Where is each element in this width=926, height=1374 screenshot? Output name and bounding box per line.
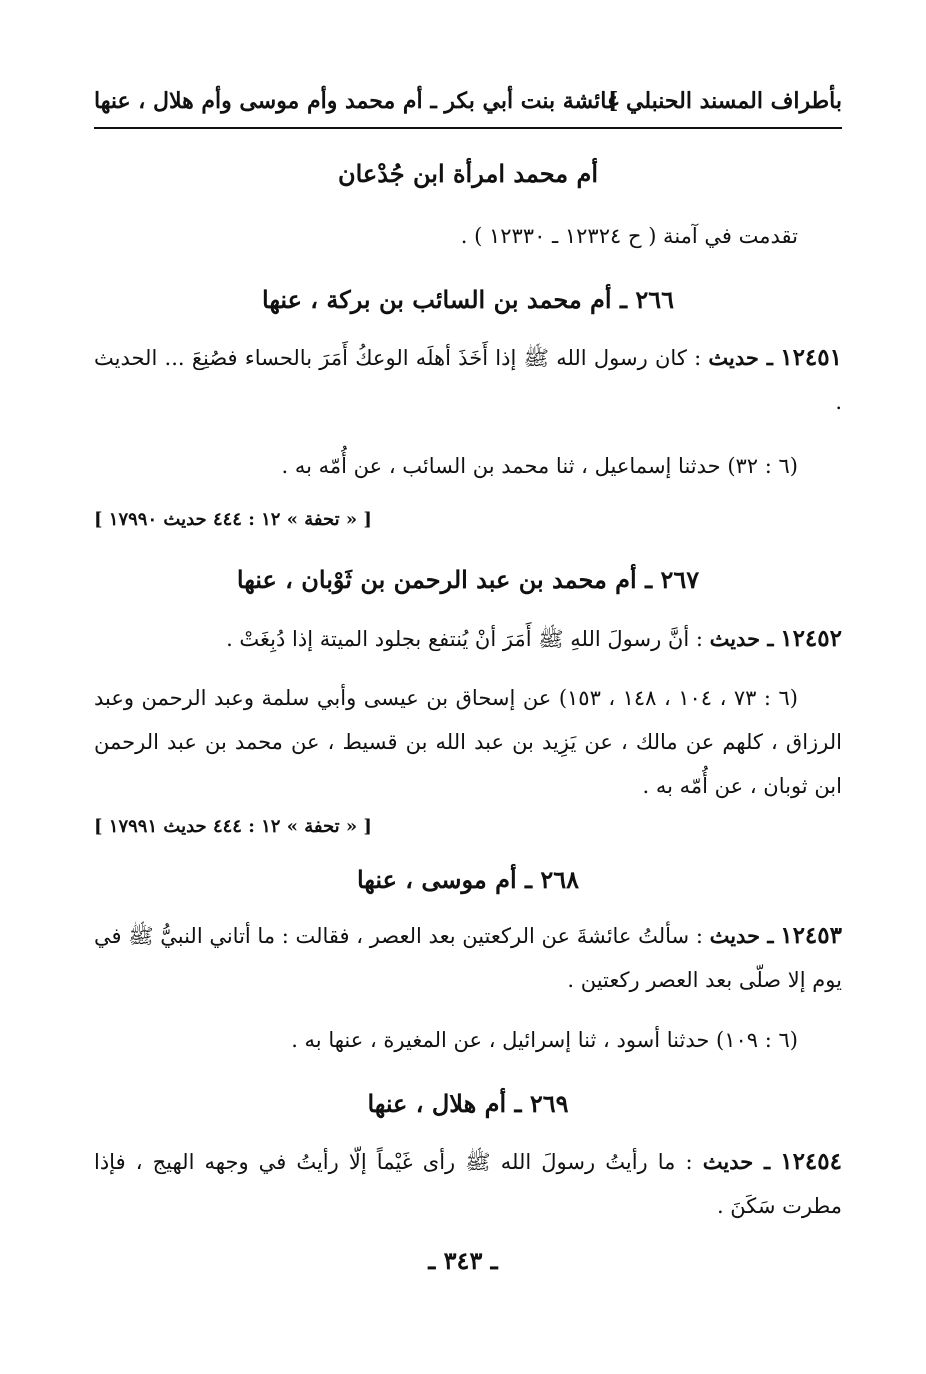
running-header xyxy=(94,88,842,128)
cross-reference-note: تقدمت في آمنة ( ح ١٢٣٢٤ ـ ١٢٣٣٠ ) . xyxy=(460,224,798,248)
header-rule xyxy=(94,127,842,129)
section-heading: ٢٦٦ ـ أم محمد بن السائب بن بركة ، عنها xyxy=(262,285,674,314)
isnad-line: (٦ : ٣٢) حدثنا إسماعيل ، ثنا محمد بن السائب ، عن أُمّه به . xyxy=(281,454,798,478)
header-section-title: عائشة بنت أبي بكر ـ أم محمد وأم موسى وأم هلال ، عنها xyxy=(94,88,621,114)
hadith-text: : سألتُ عائشةَ عن الركعتين بعد العصر ، فقالت : ما أتاني النبيُّ ﷺ في يوم إلا صلّى بعد العصر ركعتين . xyxy=(93,924,842,992)
header-book-title: بأطراف المسند الحنبلي ] xyxy=(607,88,842,114)
hadith-entry xyxy=(94,914,842,1002)
hadith-number: ١٢٤٥٢ xyxy=(780,625,842,652)
hadith-number: ١٢٤٥٣ xyxy=(780,922,842,949)
hadith-number: ١٢٤٥٤ xyxy=(780,1148,842,1175)
section-heading: ٢٦٧ ـ أم محمد بن عبد الرحمن بن ثَوْبان ، عنها xyxy=(236,565,700,594)
tuhfa-reference: [ « تحفة » ١٢ : ٤٤٤ حديث ١٧٩٩١ ] xyxy=(94,816,372,837)
hadith-text: : أنَّ رسولَ اللهِ ﷺ أَمَرَ أنْ يُنتفع بجلود الميتة إذا دُبِغَتْ . xyxy=(226,627,703,651)
tuhfa-reference: [ « تحفة » ١٢ : ٤٤٤ حديث ١٧٩٩٠ ] xyxy=(94,509,372,530)
hadith-entry xyxy=(94,336,842,424)
hadith-label: ـ حديث xyxy=(702,1149,771,1174)
hadith-entry xyxy=(94,617,842,661)
hadith-number: ١٢٤٥١ xyxy=(780,344,842,371)
hadith-label: ـ حديث xyxy=(708,345,773,370)
hadith-text: : ما رأيتُ رسولَ الله ﷺ رأى غَيْماً إلّا رأيتُ في وجهه الهيج ، فإذا مطرت سَكَنَ . xyxy=(94,1150,842,1218)
hadith-text: : كان رسول الله ﷺ إذا أَخَذَ أهلَه الوعكُ أَمَرَ بالحساء فصُنِعَ ... الحديث . xyxy=(94,346,842,414)
hadith-label: ـ حديث xyxy=(709,923,774,948)
section-heading: أم محمد امرأة ابن جُدْعان xyxy=(337,159,599,188)
section-heading: ٢٦٩ ـ أم هلال ، عنها xyxy=(367,1089,569,1118)
hadith-label: ـ حديث xyxy=(709,626,774,651)
page-number: ـ ٣٤٣ ـ xyxy=(428,1246,498,1275)
isnad-line: (٦ : ٧٣ ، ١٠٤ ، ١٤٨ ، ١٥٣) عن إسحاق بن عيسى وأبي سلمة وعبد الرحمن وعبد الرزاق ، كلهم عن مالك ، عن يَزِيد بن عبد الله بن قسيط ، عن محمد بن عبد الرحمن ابن ثوبان ، عن أُمّه به . xyxy=(94,686,842,798)
section-heading: ٢٦٨ ـ أم موسى ، عنها xyxy=(356,865,580,894)
hadith-entry xyxy=(94,1140,842,1228)
isnad-line: (٦ : ١٠٩) حدثنا أسود ، ثنا إسرائيل ، عن المغيرة ، عنها به . xyxy=(291,1028,798,1052)
